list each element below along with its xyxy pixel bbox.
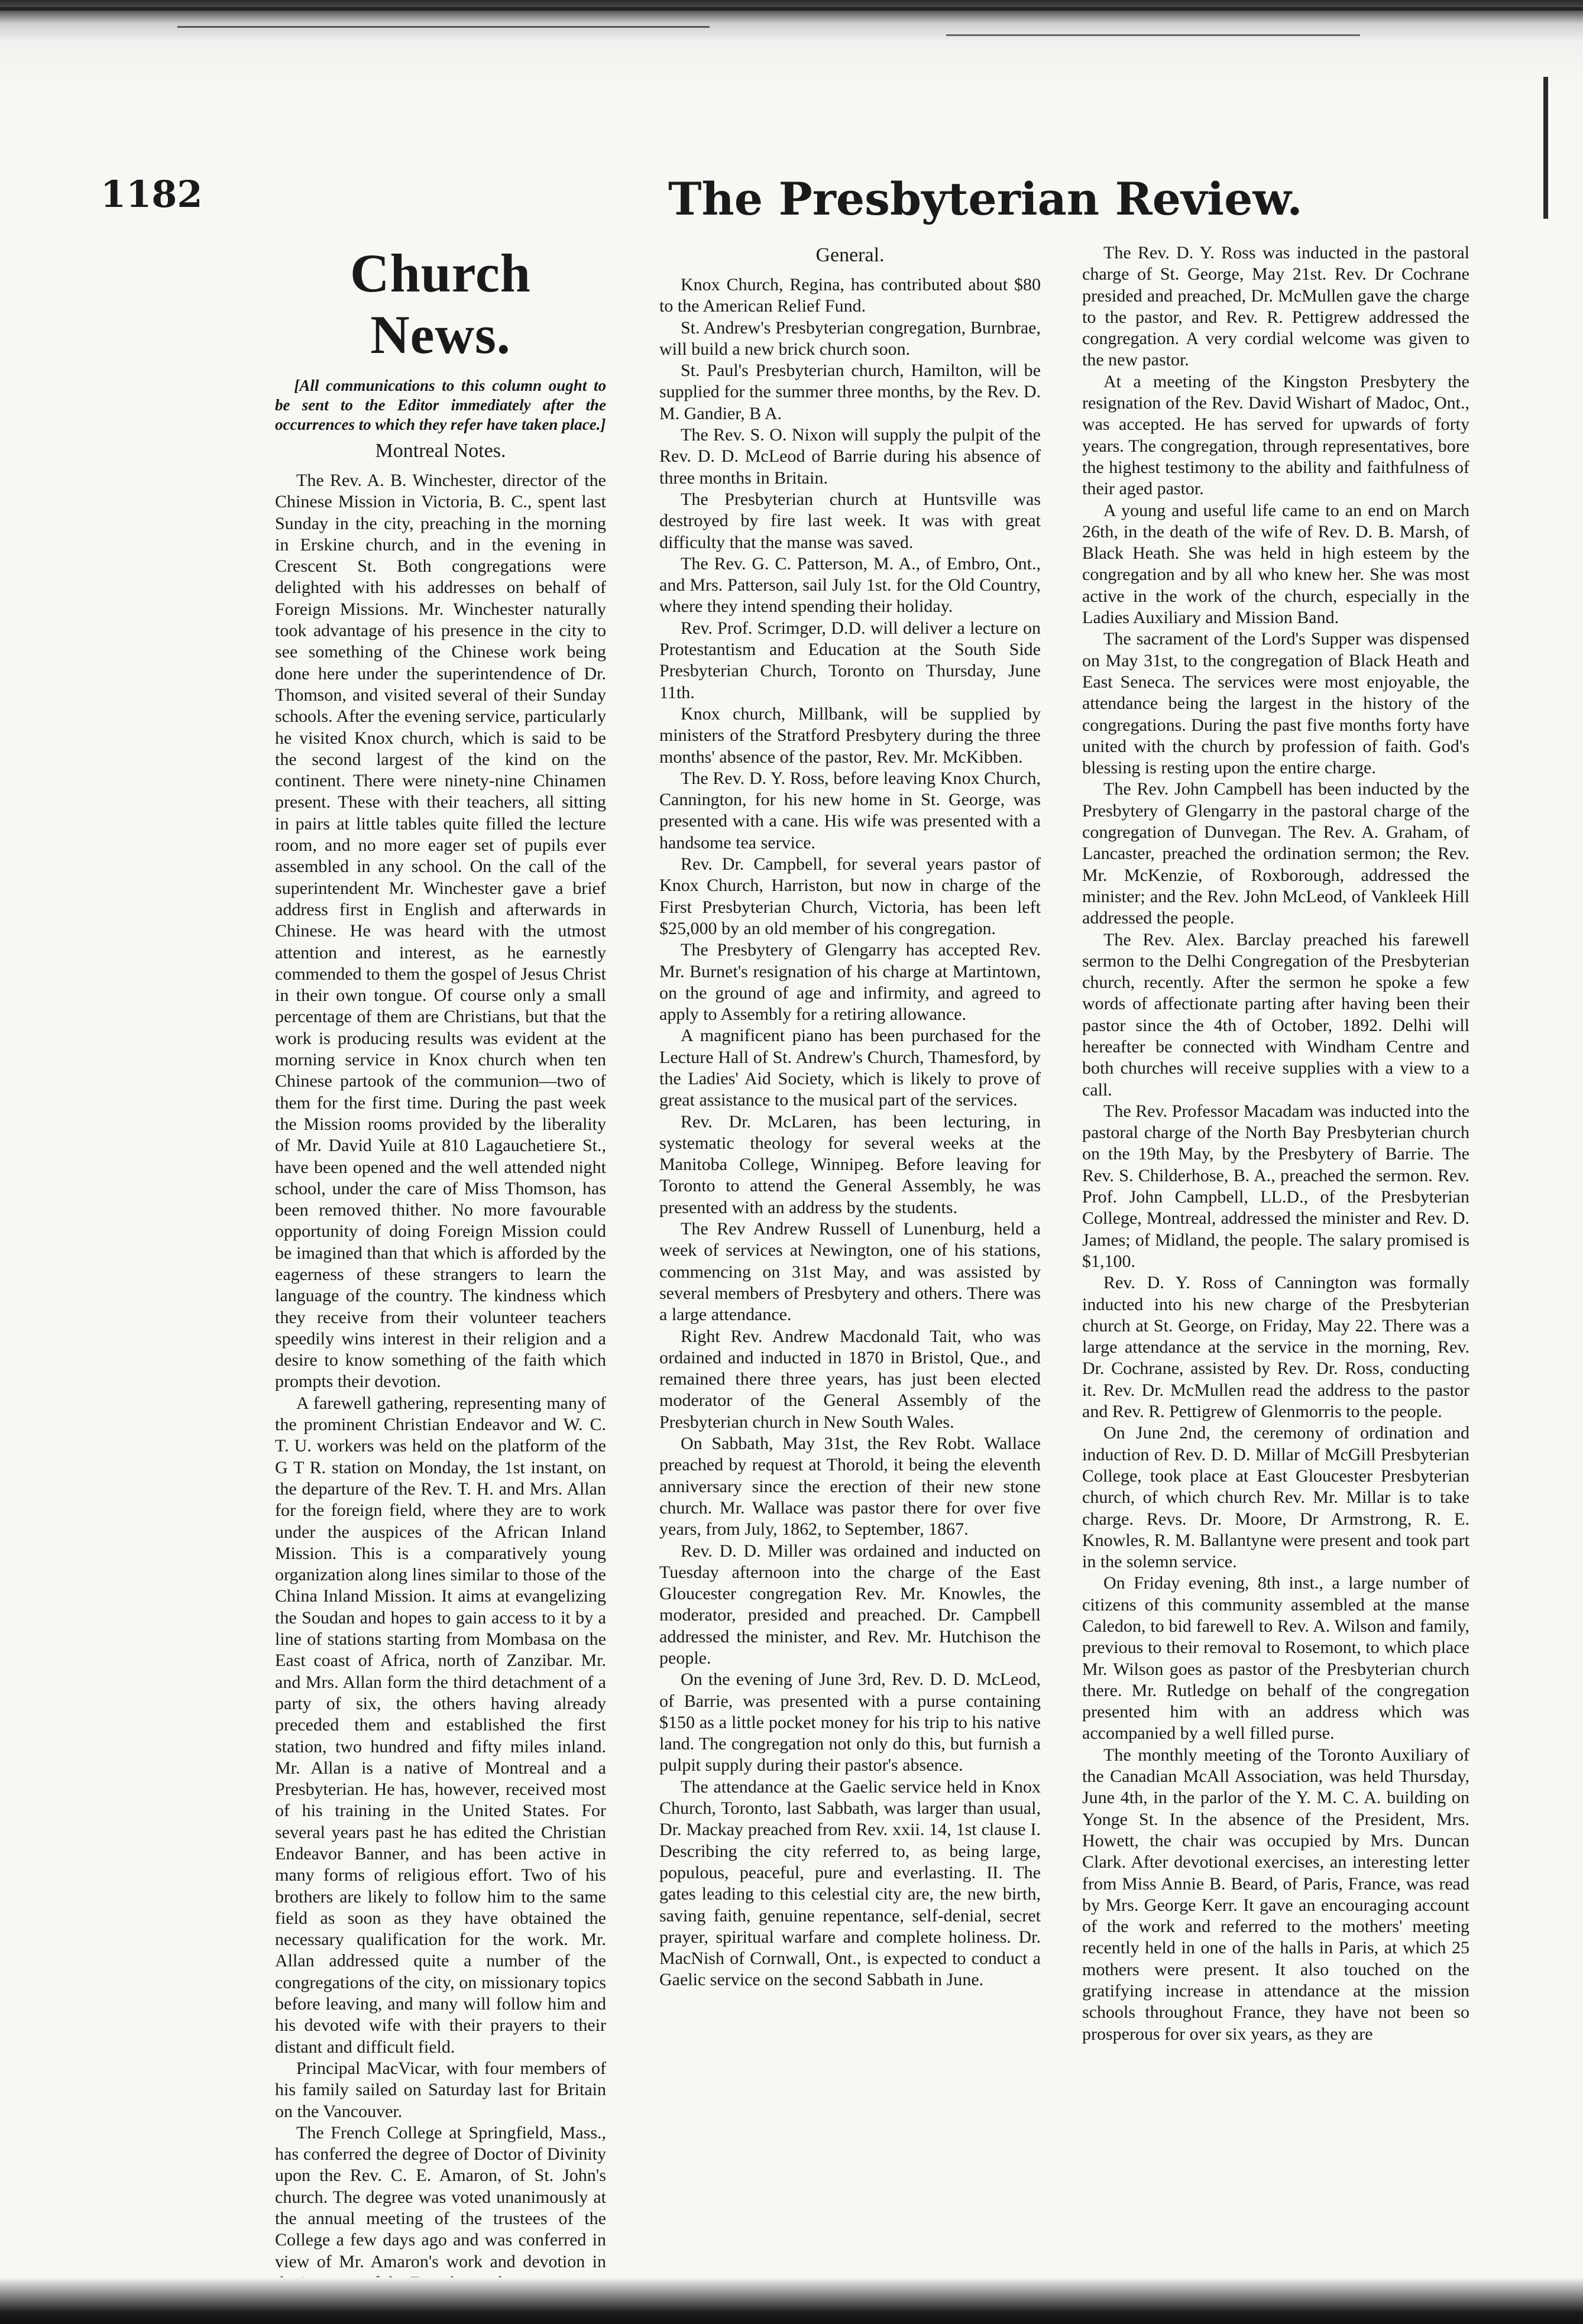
news-item: On Friday evening, 8th inst., a large number of citizens of this community assembled at the manse Caledon, to bid farewell to Rev. A. Wilson and family, previous to their removal to Rosemont, to which place Mr. Wilson goes as pastor of the Presbyterian church there. Mr. Rutledge on behalf of the congregation presented him with an address which was accompanied by a well filled purse. <box>1082 1573 1469 1743</box>
news-item: Rev. D. Y. Ross of Cannington was formally inducted into his new charge of the Presbyterian church at St. George, on Friday, May 22. There was a large attendance at the service in the morning, Rev. Dr. Cochrane, assisted by Rev. Dr. Ross, conducting it. Rev. Dr. McMullen read the address to the pastor and Rev. R. Pettigrew of Glenmorris to the people. <box>1082 1273 1469 1422</box>
news-item: A magnificent piano has been purchased for the Lecture Hall of St. Andrew's Church, Thamesford, by the Ladies' Aid Society, which is likely to prove of great assistance to the musical part of the services. <box>659 1026 1041 1110</box>
scan-bottom-edge <box>0 2277 1583 2324</box>
news-item: The attendance at the Gaelic service held in Knox Church, Toronto, last Sabbath, was larger than usual, Dr. Mackay preached from Rev. xxii. 14, 1st clause I. Describing the city referred to, as being large, populous, peaceful, pure and everlasting. II. The gates leading to this celestial city are, the new birth, saving faith, genuine repentance, self-denial, secret prayer, spiritual warfare and complete holiness. Dr. MacNish of Cornwall, Ont., is expected to conduct a Gaelic service on the second Sabbath in June. <box>659 1777 1041 1990</box>
scan-streak <box>946 34 1360 36</box>
editor-notice: [All communications to this column ought to be sent to the Editor immediately after the occurrences to which they refer have taken place.] <box>275 377 606 433</box>
news-item: On Sabbath, May 31st, the Rev Robt. Wallace preached by request at Thorold, it being the eleventh anniversary since the erection of their new stone church. Mr. Wallace was pastor there for over five years, from July, 1862, to September, 1867. <box>659 1434 1041 1539</box>
news-item: Rev. Dr. McLaren, has been lecturing, in systematic theology for several weeks at the Manitoba College, Winnipeg. Before leaving for Toronto to attend the General Assembly, he was presented with an address by the students. <box>659 1111 1041 1217</box>
news-item: The Rev. Professor Macadam was inducted into the pastoral charge of the North Bay Presbyterian church on the 19th May, by the Presbytery of Barrie. The Rev. S. Childerhose, B. A., preached the sermon. Rev. Prof. John Campbell, LL.D., of the Presbyterian College, Montreal, addressed the minister and Rev. D. James; of Midland, the people. The salary promised is $1,100. <box>1082 1101 1469 1271</box>
news-item: The monthly meeting of the Toronto Auxiliary of the Canadian McAll Association, was held Thursday, June 4th, in the parlor of the Y. M. C. A. building on Yonge St. In the absence of the President, Mrs. Howett, the chair was occupied by Mrs. Duncan Clark. After devotional exercises, an interesting letter from Miss Annie B. Beard, of Paris, France, was read by Mrs. George Kerr. It gave an encouraging account of the work and referred to the mothers' meeting recently held in one of the halls in Paris, at which 25 mothers were present. It also touched on the gratifying increase in attendance at the mission schools throughout France, they have not been so prosperous for over six years, as they are <box>1082 1745 1469 2044</box>
column-2 <box>659 242 1041 2270</box>
scan-streak <box>177 26 710 28</box>
news-item: On June 2nd, the ceremony of ordination and induction of Rev. D. D. Millar of McGill Presbyterian College, took place at East Gloucester Presbyterian church, of which church Rev. Mr. Millar is to take charge. Revs. Dr. Moore, Dr Armstrong, R. E. Knowles, R. M. Ballantyne were present and took part in the solemn service. <box>1082 1423 1469 1572</box>
subheading-general: General. <box>815 244 885 266</box>
news-item: The Rev. D. Y. Ross, before leaving Knox Church, Cannington, for his new home in St. George, was presented with a cane. His wife was presented with a handsome tea service. <box>659 768 1041 853</box>
news-item: Knox Church, Regina, has contributed about $80 to the American Relief Fund. <box>659 275 1041 316</box>
news-item: St. Andrew's Presbyterian congregation, Burnbrae, will build a new brick church soon. <box>659 317 1041 359</box>
scan-top-edge <box>0 0 1583 89</box>
page-number: 1182 <box>101 173 203 216</box>
journal-title: The Presbyterian Review. <box>668 173 1303 225</box>
news-item: The Rev. G. C. Patterson, M. A., of Embro, Ont., and Mrs. Patterson, sail July 1st. for the Old Country, where they intend spending their holiday. <box>659 553 1041 617</box>
section-heading: Church News. <box>350 243 531 365</box>
news-item: The Rev Andrew Russell of Lunenburg, held a week of services at Newington, one of his stations, commencing on 31st May, and was assisted by several members of Presbytery and others. There was a large attendance. <box>659 1219 1041 1325</box>
news-item: On the evening of June 3rd, Rev. D. D. McLeod, of Barrie, was presented with a purse containing $150 as a little pocket money for his trip to his native land. The congregation not only do this, but furnish a pulpit supply during their pastor's absence. <box>659 1670 1041 1775</box>
news-item: The Rev. John Campbell has been inducted by the Presbytery of Glengarry in the pastoral charge of the congregation of Dunvegan. The Rev. A. Graham, of Lancaster, preached the ordination sermon; the Rev. Mr. McKenzie, of Roxborough, addressed the minister; and the Rev. John McLeod, of Vankleek Hill addressed the people. <box>1082 779 1469 928</box>
news-item: Rev. D. D. Miller was ordained and inducted on Tuesday afternoon into the charge of the East Gloucester congregation Rev. Mr. Knowles, the moderator, presided and preached. Dr. Campbell addressed the minister, and Rev. Mr. Hutchison the people. <box>659 1541 1041 1668</box>
article-paragraph: The French College at Springfield, Mass., has conferred the degree of Doctor of Divinity upon the Rev. C. E. Amaron, of St. John's church. The degree was voted unanimously at the annual meeting of the trustees of the College a few days ago and was conferred in view of Mr. Amaron's work and devotion in <box>275 2122 606 2271</box>
article-paragraph: Principal MacVicar, with four members of his family sailed on Saturday last for Britain on the Vancouver. <box>275 2058 606 2121</box>
scan-streak <box>0 7 1583 11</box>
binding-mark <box>1543 77 1548 219</box>
news-item: The Presbytery of Glengarry has accepted Rev. Mr. Burnet's resignation of his charge at Martintown, on the ground of age and infirmity, and agreed to apply to Assembly for a retiring allowance. <box>659 940 1041 1025</box>
news-item: Knox church, Millbank, will be supplied by ministers of the Stratford Presbytery during the three months' absence of the pastor, Rev. Mr. McKibben. <box>659 704 1041 767</box>
news-item: The Presbyterian church at Huntsville was destroyed by fire last week. It was with great difficulty that the manse was saved. <box>659 489 1041 552</box>
article-paragraph: A farewell gathering, representing many of the prominent Christian Endeavor and W. C. T. U. workers was held on the platform of the G T R. station on Monday, the 1st instant, on the departure of the Rev. T. H. and Mrs. Allan for the foreign field, where they are to work under the auspices of the African Inland Mission. This is a comparatively young organization along lines similar to those of the China Inland Mission. It aims at evangelizing the Soudan and hopes to gain access to it by a line of stations starting from Mombasa on the East coast of Africa, north of Zanzibar. Mr. and Mrs. Allan form the third detachment of a party of six, the others having already preceded them and established the first station, two hundred and fifty miles inland. Mr. Allan is a native of Montreal and a Presbyterian. He has, however, received most of his training in the United States. For several years past he has edited the Christian Endeavor Banner, and has been active in many forms of religious effort. Two of his brothers are likely to follow him to the same field as soon as they have obtained the necessary qualification for the work. Mr. Allan addressed quite a number of the congregations of the city, on missionary topics before leaving, and many will follow him and his devoted wife with their prayers to their distant and difficult field. <box>275 1393 606 2057</box>
news-item: The Rev. D. Y. Ross was inducted in the pastoral charge of St. George, May 21st. Rev. Dr Cochrane presided and preached, Dr. McMullen gave the charge to the pastor, and Rev. R. Pettigrew addressed the congregation. A very cordial welcome was given to the new pastor. <box>1082 243 1469 370</box>
subheading-montreal: Montreal Notes. <box>375 440 506 462</box>
news-item: Rev. Dr. Campbell, for several years pastor of Knox Church, Harriston, but now in charge of the First Presbyterian Church, Victoria, has been left $25,000 by an old member of his congregation. <box>659 854 1041 938</box>
news-item: St. Paul's Presbyterian church, Hamilton, will be supplied for the summer three months, by the Rev. D. M. Gandier, B A. <box>659 361 1041 423</box>
article-paragraph: The Rev. A. B. Winchester, director of the Chinese Mission in Victoria, B. C., spent last Sunday in the city, preaching in the morning in Erskine church, and in the evening in Crescent St. Both congregations were delighted with his addresses on behalf of Foreign Missions. Mr. Winchester naturally took advantage of his presence in the city to see something of the Chinese work being done here under the superintendence of Dr. Thomson, and visited several of their Sunday schools. After the evening service, particularly he visited Knox church, which is said to be the second largest of the kind on the continent. There were ninety-nine Chinamen present. These with their teachers, all sitting in pairs at little tables quite filled the lecture room, and no more eager set of pupils ever assembled in any school. On the call of the superintendent Mr. Winchester gave a brief address first in English and afterwards in Chinese. He was heard with the utmost attention and interest, as he earnestly commended to them the gospel of Jesus Christ in their own tongue. Of course only a small percentage of them are Christians, but that the work is producing results was evident at the morning service in Knox church when ten Chinese partook of the communion—two of them for the first time. During the past week the Mission rooms provided by the liberality of Mr. David Yuile at 810 Lagauchetiere St., have been opened and the well attended night school, under the care of Miss Thomson, has been removed thither. No more favourable opportunity of doing Foreign Mission could be imagined than that which is afforded by the eagerness of these strangers to learn the language of the country. The kindness which they receive from their volunteer teachers speedily wins interest in their religion and a desire to know something of the faith which prompts their devotion. <box>275 471 606 1392</box>
page-header <box>53 173 1532 238</box>
news-item: At a meeting of the Kingston Presbytery the resignation of the Rev. David Wishart of Madoc, Ont., was accepted. He has served for upwards of forty years. The congregation, through representatives, bore the highest testimony to the ability and faithfulness of their aged pastor. <box>1082 371 1469 499</box>
news-item: Right Rev. Andrew Macdonald Tait, who was ordained and inducted in 1870 in Bristol, Que., and remained there three years, has just been elected moderator of the General Assembly of the Presbyterian church in New South Wales. <box>659 1326 1041 1432</box>
news-item: A young and useful life came to an end on March 26th, in the death of the wife of Rev. D. B. Marsh, of Black Heath. She was held in high esteem by the congregation and by all who knew her. She was most active in the work of the church, especially in the Ladies Auxiliary and Mission Band. <box>1082 500 1469 628</box>
news-item: The sacrament of the Lord's Supper was dispensed on May 31st, to the congregation of Black Heath and East Seneca. The services were most enjoyable, the attendance being the largest in the history of the congregations. During the past five months forty have united with the church by profession of faith. God's blessing is resting upon the entire charge. <box>1082 629 1469 778</box>
news-item: The Rev. S. O. Nixon will supply the pulpit of the Rev. D. D. McLeod of Barrie during his absence of three months in Britain. <box>659 425 1041 488</box>
column-1 <box>275 242 606 2270</box>
news-item: Rev. Prof. Scrimger, D.D. will deliver a lecture on Protestantism and Education at the South Side Presbyterian Church, Toronto on Thursday, June 11th. <box>659 618 1041 702</box>
column-3 <box>1082 242 1469 2270</box>
news-item: The Rev. Alex. Barclay preached his farewell sermon to the Delhi Congregation of the Presbyterian church, recently. After the sermon he spoke a few words of affectionate parting after having been their pastor since the 4th of October, 1892. Delhi will hereafter be connected with Windham Centre and both churches will receive supplies with a view to a call. <box>1082 929 1469 1100</box>
